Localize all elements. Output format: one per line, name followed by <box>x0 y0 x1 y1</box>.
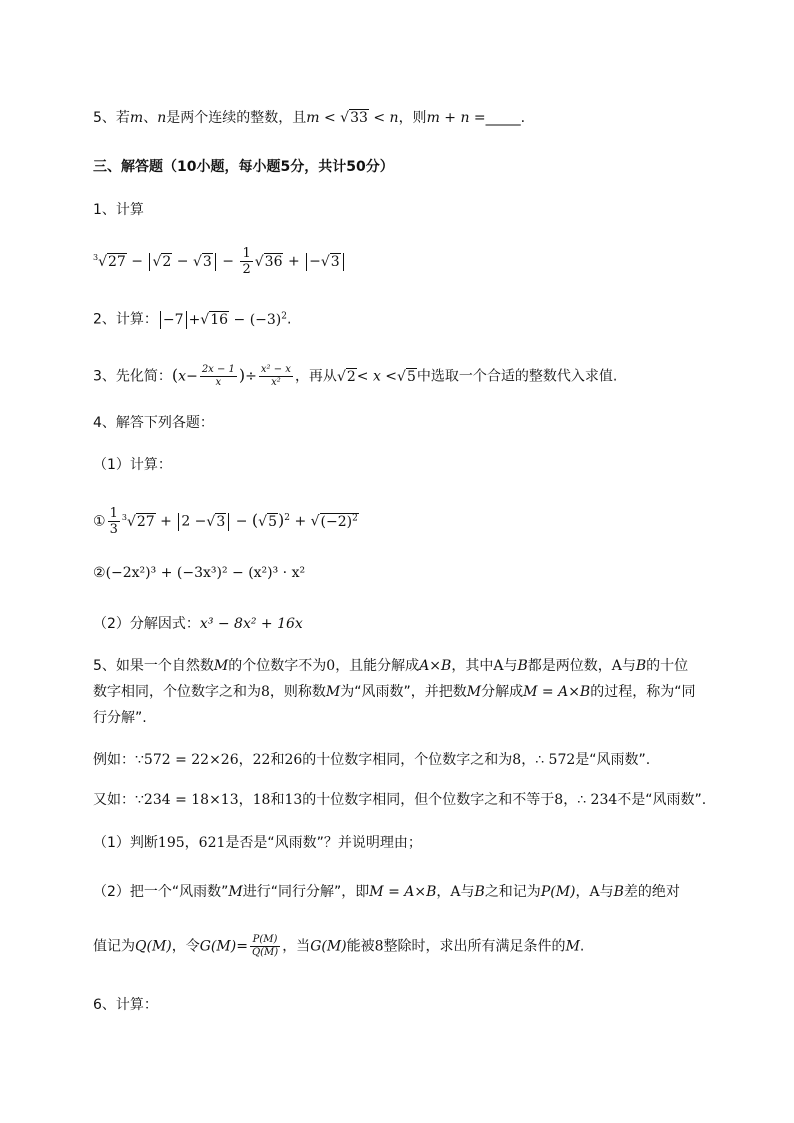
number: 8 <box>512 752 522 768</box>
text: 差的绝对 <box>623 884 680 900</box>
answer-blank[interactable]: _____ <box>485 110 521 126</box>
question-text: 是两个连续的整数，且 <box>166 110 307 126</box>
text: ， <box>575 884 590 900</box>
radicand: 27 <box>108 253 126 270</box>
question-5-part2-line2 <box>93 934 584 959</box>
text: 是否是“风雨数”？并说明理由； <box>225 835 422 851</box>
question-text: ，则 <box>398 110 427 126</box>
text: 与 <box>503 658 518 674</box>
abs-bar <box>306 253 307 271</box>
sqrt: √2 <box>152 253 172 270</box>
operator: − <box>309 253 321 270</box>
question-5-part2-line1 <box>93 882 680 902</box>
inequality: < x < <box>356 368 398 385</box>
operator: − <box>222 253 234 270</box>
exponent: 2 <box>284 512 290 523</box>
text: 进行“同行分解”，即 <box>242 884 370 900</box>
text: ，其中 <box>451 658 494 674</box>
number: 8 <box>554 792 564 808</box>
question-2 <box>93 306 291 330</box>
inequality-right: < n <box>373 110 399 126</box>
text: 的十位数字相同，个位数字之和为 <box>302 752 513 768</box>
expression: P(M) <box>540 884 576 900</box>
expression: m + n = <box>426 110 486 126</box>
var-M: M <box>466 684 482 700</box>
denominator: x² <box>271 377 281 388</box>
question-6-label: 6、计算： <box>93 997 158 1013</box>
equation: ∵572 = 22×26 <box>135 752 239 768</box>
text: 分解成 <box>481 684 524 700</box>
text: 是“风雨数”. <box>575 752 651 768</box>
question-4-item2 <box>93 563 305 583</box>
operator: − <box>131 253 144 270</box>
text: 与 <box>460 884 475 900</box>
question-5-line1 <box>93 656 688 676</box>
text: 都是两位数， <box>527 658 612 674</box>
abs-bar <box>343 253 344 271</box>
number: 18 <box>252 792 271 808</box>
var-M: M <box>213 658 229 674</box>
question-text: ，再从 <box>294 368 337 385</box>
question-4-sub1: （1）计算： <box>93 457 172 473</box>
period: . <box>579 938 585 955</box>
radicand: 3 <box>202 253 212 270</box>
text: 的十位数字相同，但个位数字之和不等于 <box>302 792 555 808</box>
text: 能被 <box>346 938 375 955</box>
equation: ∵234 = 18×13 <box>135 792 239 808</box>
number: 0 <box>326 658 336 674</box>
operator: + <box>188 311 201 328</box>
text: 的个位数字不为 <box>228 658 327 674</box>
expression: A×B <box>419 658 452 674</box>
denominator: 3 <box>109 522 118 537</box>
text: 之和记为 <box>484 884 541 900</box>
text: 不是“风雨数”. <box>617 792 707 808</box>
equation: M = A×B <box>369 884 437 900</box>
text: （1）判断 <box>93 835 158 851</box>
question-5-part1 <box>93 833 422 853</box>
var-M: M <box>325 684 341 700</box>
sqrt: √16 <box>200 311 229 328</box>
var-A: A <box>611 658 622 674</box>
text: ， <box>521 752 536 768</box>
operator: − <box>233 311 246 328</box>
expression: x³ − 8x² + 16x <box>199 616 303 632</box>
radicand: 33 <box>350 110 368 126</box>
radicand: 2 <box>346 368 356 385</box>
sqrt: √36 <box>254 253 283 270</box>
exponent: 2 <box>281 311 287 321</box>
text: ，则称数 <box>269 684 326 700</box>
fraction <box>200 364 237 389</box>
var-M: M <box>565 938 580 955</box>
root-index: 3 <box>121 512 127 522</box>
radicand: 27 <box>136 513 155 530</box>
var-B: B <box>635 658 647 674</box>
text: 与 <box>599 884 614 900</box>
section-title: 三、解答题（10小题，每小题5分，共计50分） <box>93 159 394 175</box>
text: 又如： <box>93 792 135 808</box>
root-index: 3 <box>93 252 99 262</box>
question-text: 中选取一个合适的整数代入求值. <box>416 368 618 385</box>
numerator: 1 <box>242 246 251 261</box>
text: 的过程，称为“同 <box>590 684 696 700</box>
var-m: m <box>129 110 144 126</box>
number: 195 <box>157 835 185 851</box>
fraction <box>250 934 280 959</box>
period: . <box>520 110 526 126</box>
sqrt: √3 <box>320 253 340 270</box>
abs-bar <box>160 311 161 329</box>
question-1-label: 1、计算 <box>93 202 144 218</box>
equation: M = A×B <box>523 684 591 700</box>
abs-inner: 2 − <box>181 513 207 530</box>
denominator: x <box>215 377 222 388</box>
var-n: n <box>157 110 167 126</box>
var-A: A <box>450 884 461 900</box>
expression: (−2x²)³ + (−3x³)² − (x²)³ · x² <box>105 565 306 581</box>
number: 8 <box>374 938 384 955</box>
period: . <box>286 311 292 328</box>
text: 的十位 <box>646 658 689 674</box>
text: （2）把一个“风雨数” <box>93 884 229 900</box>
abs-bar <box>149 253 150 271</box>
example-1 <box>93 750 650 770</box>
text: ， <box>563 792 578 808</box>
text: 数字相同，个位数字之和为 <box>93 684 261 700</box>
abs-bar <box>186 311 187 329</box>
numerator: P(M) <box>250 934 280 947</box>
expression: Q(M) <box>135 938 172 955</box>
expression: G(M)= <box>199 938 248 955</box>
var-M: M <box>228 884 243 900</box>
sqrt: √5 <box>397 368 416 385</box>
number: 26 <box>284 752 303 768</box>
radicand: 5 <box>268 513 277 530</box>
sqrt: √5 <box>258 513 277 530</box>
question-4-label: 4、解答下列各题： <box>93 415 214 431</box>
item-marker: ② <box>93 565 106 581</box>
question-3: 3、先化简：(x− $\frac{2x - 1}{x}$ )÷ $\frac{\text{x² − x}}{\text{x²}}$ ，再从√2< x <√5中选取一个合适的整数代入求值. <box>93 364 618 388</box>
number: ∴ 234 <box>577 792 618 808</box>
text: ， <box>238 792 253 808</box>
expression: G(M) <box>310 938 347 955</box>
question-label: 2、计算： <box>93 311 158 328</box>
sqrt-expression: √33 <box>340 110 368 126</box>
abs-inner: −7 <box>162 311 184 328</box>
question-5-fill-blank <box>93 108 525 128</box>
separator: 、 <box>143 110 158 126</box>
radicand: (−2) <box>320 513 353 530</box>
text: 例如： <box>93 752 135 768</box>
question-4-item1: ① $\frac{1}{3}$ $^3√27 + 2 -√3 - (√5)^2 + √(-2)^2$ <box>93 506 358 537</box>
radicand: 3 <box>330 253 340 270</box>
example-2 <box>93 790 706 810</box>
radicand: 3 <box>216 513 226 530</box>
numerator: 2x − 1 <box>201 364 235 375</box>
var-B: B <box>517 658 528 674</box>
question-label: 3、先化简： <box>93 368 172 385</box>
text: ，当 <box>282 938 311 955</box>
question-number: 5、若 <box>93 110 130 126</box>
radicand: 2 <box>162 253 172 270</box>
var-x: x <box>178 368 187 385</box>
radicand: 16 <box>210 311 229 328</box>
operator: − <box>235 513 248 530</box>
question-1-expression <box>93 246 346 277</box>
operator: + <box>287 253 300 270</box>
operator: − <box>176 253 189 270</box>
fraction <box>259 364 293 389</box>
abs-bar <box>178 513 179 531</box>
sqrt: $√(-2)^2$ <box>310 512 358 530</box>
fraction <box>108 506 120 537</box>
text: 为“风雨数”，并把数 <box>340 684 467 700</box>
cube-root: √27 <box>126 513 155 530</box>
abs-bar <box>228 513 229 531</box>
text: 整除时，求出所有满足条件的 <box>383 938 566 955</box>
text: 和 <box>270 752 285 768</box>
number: 13 <box>284 792 303 808</box>
text: ， <box>436 884 451 900</box>
radicand: 36 <box>264 253 283 270</box>
number: 621 <box>198 835 226 851</box>
text: 与 <box>621 658 636 674</box>
sub-label: （2）分解因式： <box>93 616 200 632</box>
question-5-line2 <box>93 682 696 702</box>
denominator: Q(M) <box>251 947 279 958</box>
sqrt: √3 <box>192 253 212 270</box>
question-4-sub2 <box>93 614 303 634</box>
operator: − <box>186 368 198 385</box>
exponent: 2 <box>352 512 358 523</box>
denominator: 2 <box>242 262 251 277</box>
numerator: x² − x <box>260 364 291 375</box>
operator: + <box>294 513 307 530</box>
numerator: 1 <box>109 506 118 521</box>
var-A: A <box>493 658 504 674</box>
text: ， <box>238 752 253 768</box>
operator: + <box>160 513 172 530</box>
number: 22 <box>252 752 271 768</box>
cube-root: √27 <box>98 253 126 270</box>
text: ，且能分解成 <box>335 658 420 674</box>
item-marker: ① <box>93 513 106 530</box>
number: ∴ 572 <box>535 752 576 768</box>
var-B: B <box>474 884 485 900</box>
inequality-left: m < <box>306 110 336 126</box>
sqrt: √2 <box>336 368 356 385</box>
text: ，令 <box>171 938 200 955</box>
abs-bar <box>215 253 216 271</box>
text: 5、如果一个自然数 <box>93 658 214 674</box>
paren-expr: (−3) <box>249 311 282 328</box>
text: ， <box>184 835 199 851</box>
operator: ÷ <box>245 368 257 385</box>
radicand: 5 <box>406 368 416 385</box>
question-5-line3: 行分解”. <box>93 710 147 726</box>
var-A: A <box>589 884 600 900</box>
sqrt: √3 <box>206 513 226 530</box>
var-B: B <box>613 884 624 900</box>
fraction <box>240 246 252 277</box>
text: 值记为 <box>93 938 135 955</box>
expression <box>158 312 287 328</box>
text: 和 <box>270 792 285 808</box>
number: 8 <box>261 684 270 700</box>
